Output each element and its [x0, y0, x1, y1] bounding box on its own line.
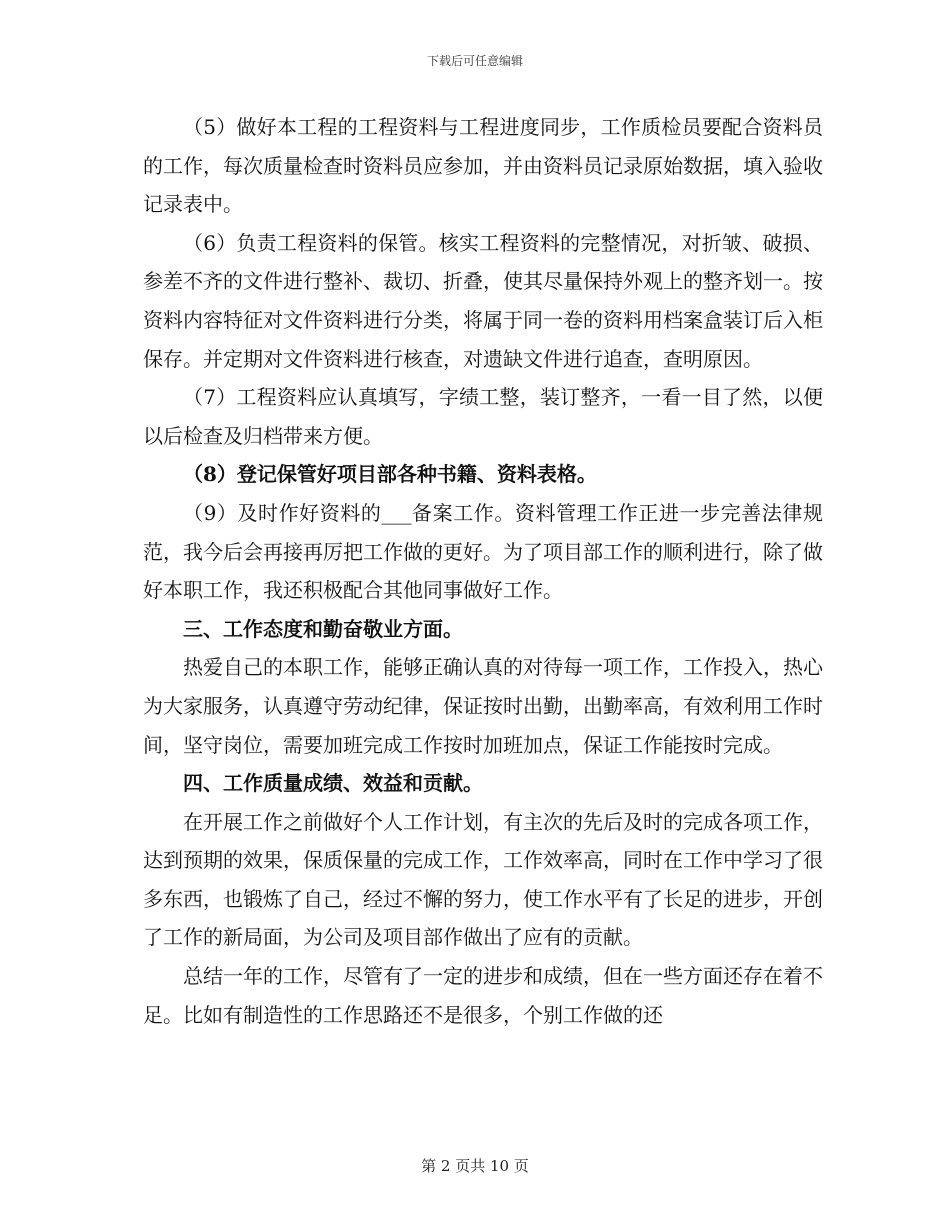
paragraph-item-5: （5）做好本工程的工程资料与工程进度同步，工作质检员要配合资料员的工作，每次质量检查时资料员应参加，并由资料员记录原始数据，填入验收记录表中。 — [143, 115, 823, 217]
section-heading-quality: 四、工作质量成绩、效益和贡献。 — [183, 771, 483, 796]
paragraph-item-9: （9）及时作好资料的___备案工作。资料管理工作正进一步完善法律规范，我今后会再接再厉把工作做的更好。为了项目部工作的顺利进行，除了做好本职工作，我还积极配合其他同事做好工作。 — [143, 500, 823, 603]
page-number: 第 2 页共 10 页 — [421, 1157, 529, 1175]
page-header: 下载后可任意编辑 — [426, 54, 523, 68]
paragraph-item-7: （7）工程资料应认真填写，字绩工整，装订整齐，一看一目了然，以便以后检查及归档带来方便。 — [143, 385, 823, 448]
paragraph-summary: 总结一年的工作，尽管有了一定的进步和成绩，但在一些方面还存在着不足。比如有制造性的工作思路还不是很多，个别工作做的还 — [143, 964, 823, 1027]
document-body — [143, 108, 823, 1034]
paragraph-item-6: （6）负责工程资料的保管。核实工程资料的完整情况，对折皱、破损、参差不齐的文件进行整补、裁切、折叠，使其尽量保持外观上的整齐划一。按资料内容特征对文件资料进行分类，将属于同一卷的资料用档案盒装订后入柜保存。并定期对文件资料进行核查，对遗缺文件进行追查，查明原因。 — [143, 230, 823, 371]
paragraph-item-8: （8）登记保管好项目部各种书籍、资料表格。 — [183, 462, 597, 487]
paragraph-quality: 在开展工作之前做好个人工作计划，有主次的先后及时的完成各项工作，达到预期的效果，保质保量的完成工作，工作效率高，同时在工作中学习了很多东西，也锻炼了自己，经过不懈的努力，使工作水平有了长足的进步，开创了工作的新局面，为公司及项目部作做出了应有的贡献。 — [143, 809, 823, 950]
paragraph-attitude: 热爱自己的本职工作，能够正确认真的对待每一项工作，工作投入，热心为大家服务，认真遵守劳动纪律，保证按时出勤，出勤率高，有效利用工作时间，坚守岗位，需要加班完成工作按时加班加点，保证工作能按时完成。 — [143, 655, 823, 757]
section-heading-attitude: 三、工作态度和勤奋敬业方面。 — [183, 616, 463, 641]
